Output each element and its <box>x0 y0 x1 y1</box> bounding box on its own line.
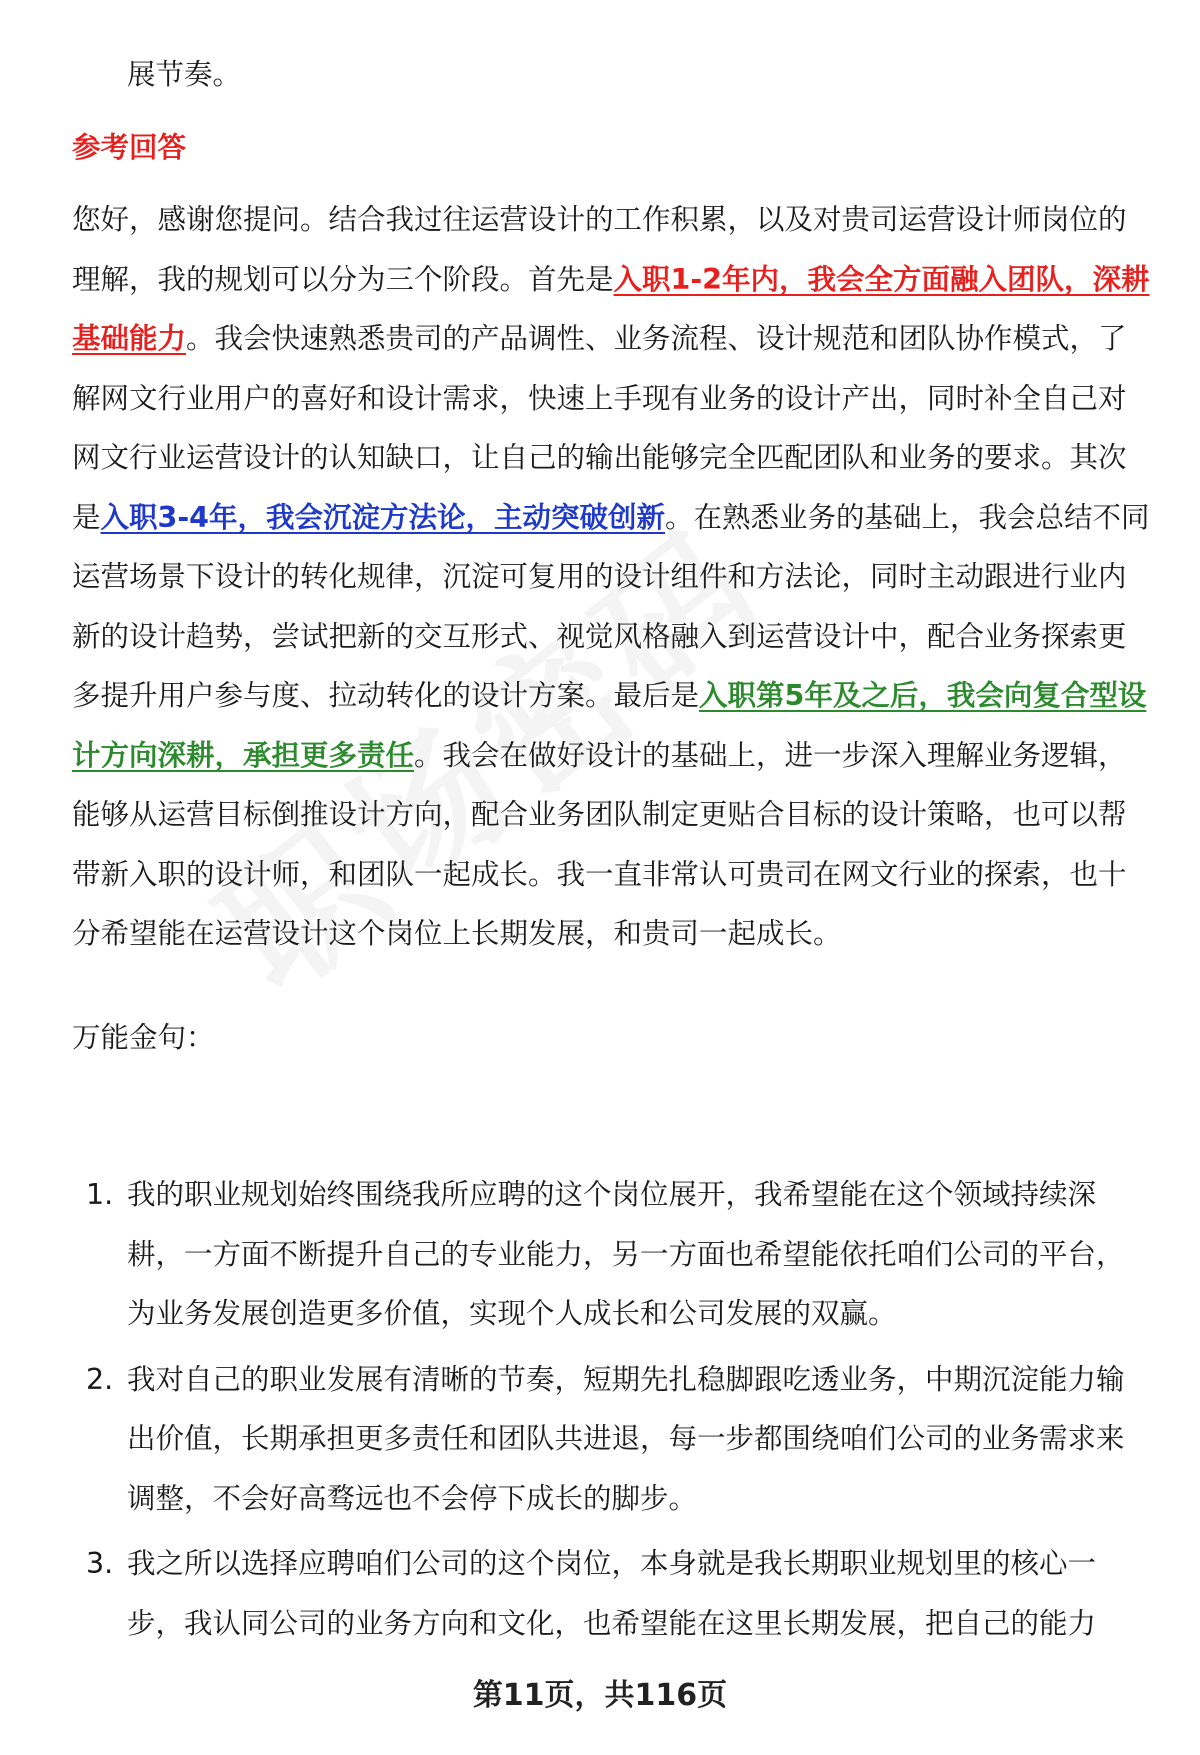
list-item <box>72 1350 1150 1529</box>
list-number: 1. <box>86 1178 114 1211</box>
list-item <box>72 1534 1150 1653</box>
answer-text: 。我会快速熟悉贵司的产品调性、业务流程、设计规范和团队协作模式，了解网文行业用户的喜好和设计需求，快速上手现有业务的设计产出，同时补全自己对网文行业运营设计的认知缺口，让自己的输出能够完全匹配团队和业务的要求。其次是 <box>72 322 1127 534</box>
stage3-highlight: 入职第5年及之后，我会向复合型设计方向深耕，承担更多责任 <box>72 679 1147 772</box>
answer-heading: 参考回答 <box>72 131 187 164</box>
answer-paragraph <box>72 190 1150 964</box>
list-number: 3. <box>86 1547 114 1580</box>
list-text: 我之所以选择应聘咱们公司的这个岗位，本身就是我长期职业规划里的核心一步，我认同公司的业务方向和文化，也希望能在这里长期发展，把自己的能力 <box>127 1547 1097 1640</box>
list-text: 我的职业规划始终围绕我所应聘的这个岗位展开，我希望能在这个领域持续深耕，一方面不断提升自己的专业能力，另一方面也希望能依托咱们公司的平台，为业务发展创造更多价值，实现个人成长和公司发展的双赢。 <box>127 1178 1125 1330</box>
list-number: 2. <box>86 1362 114 1396</box>
answer-text: 。在熟悉业务的基础上，我会总结不同运营场景下设计的转化规律，沉淀可复用的设计组件和方法论，同时主动跟进行业内新的设计趋势，尝试把新的交互形式、视觉风格融入到运营设计中，配合业务探索更多提升用户参与度、拉动转化的设计方案。最后是 <box>72 500 1150 712</box>
list-item <box>72 1165 1150 1344</box>
golden-quotes-list <box>72 1165 1150 1659</box>
page-footer: 第11页，共116页 <box>472 1678 728 1713</box>
answer-text: 您好，感谢您提问。结合我过往运营设计的工作积累，以及对贵司运营设计师岗位的理解，我的规划可以分为三个阶段。首先是 <box>72 203 1127 296</box>
intro-tail: 展节奏。 <box>127 58 242 91</box>
stage2-highlight: 入职3-4年，我会沉淀方法论，主动突破创新 <box>100 500 666 534</box>
list-text: 我对自己的职业发展有清晰的节奏，短期先扎稳脚跟吃透业务，中期沉淀能力输出价值，长期承担更多责任和团队共进退，每一步都围绕咱们公司的业务需求来调整，不会好高骛远也不会停下成长的脚步。 <box>127 1362 1125 1515</box>
stage1-highlight: 入职1-2年内，我会全方面融入团队，深耕基础能力 <box>72 262 1150 355</box>
answer-text: 。我会在做好设计的基础上，进一步深入理解业务逻辑，能够从运营目标倒推设计方向，配合业务团队制定更贴合目标的设计策略，也可以帮带新入职的设计师，和团队一起成长。我一直非常认可贵司在网文行业的探索，也十分希望能在运营设计这个岗位上长期发展，和贵司一起成长。 <box>72 738 1127 950</box>
golden-heading: 万能金句： <box>72 1021 215 1054</box>
